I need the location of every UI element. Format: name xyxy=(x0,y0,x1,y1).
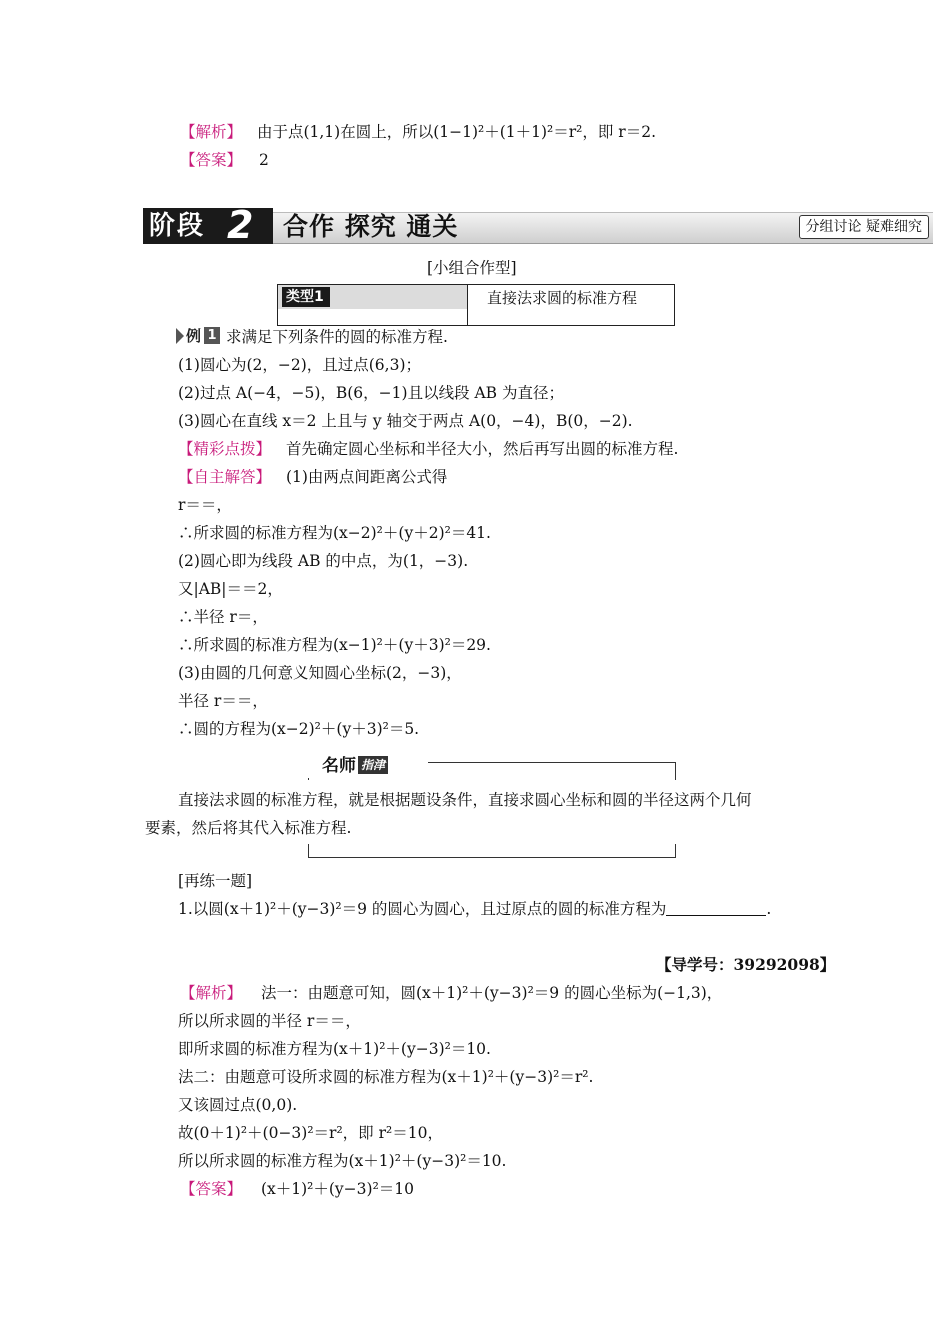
banner-label: 阶段 xyxy=(149,211,206,241)
group-type-label: [小组合作型] xyxy=(427,259,517,277)
practice-analysis-tag: 【解析】 xyxy=(180,984,243,1002)
example-item: (3)圆心在直线 x＝2 上且与 y 轴交于两点 A(0，−4)，B(0，−2). xyxy=(178,412,633,430)
practice-analysis-text: 法一：由题意可知，圆(x＋1)²＋(y−3)²＝9 的圆心坐标为(−1,3)， xyxy=(260,984,723,1002)
type-label: 类型1 xyxy=(282,287,330,307)
solution-line: (3)由圆的几何意义知圆心坐标(2，−3)， xyxy=(178,664,462,682)
banner-number: 2 xyxy=(227,203,254,247)
answer-text: 2 xyxy=(258,151,269,169)
solve-text: (1)由两点间距离公式得 xyxy=(285,468,448,486)
example-item: (2)过点 A(−4，−5)，B(6，−1)且以线段 AB 为直径； xyxy=(178,384,565,402)
practice-line: 即所求圆的标准方程为(x＋1)²＋(y−3)²＝10. xyxy=(178,1040,491,1058)
tip-top-line xyxy=(428,762,676,763)
practice-answer-line xyxy=(180,1179,414,1199)
solve-line xyxy=(178,467,447,487)
hint-tag: 【精彩点拨】 xyxy=(178,440,272,458)
practice-line: 法二：由题意可设所求圆的标准方程为(x＋1)²＋(y−3)²＝r². xyxy=(178,1068,594,1086)
analysis-tag: 【解析】 xyxy=(180,123,243,141)
practice-question xyxy=(178,899,771,919)
example-number: 1 xyxy=(204,327,220,344)
solution-line: 半径 r＝＝， xyxy=(178,692,268,710)
hint-line xyxy=(178,439,678,459)
practice-line: 所以所求圆的半径 r＝＝， xyxy=(178,1012,361,1030)
type-box xyxy=(277,284,675,326)
guide-number: 【导学号：39292098】 xyxy=(656,955,836,974)
tip-bottom-left-tick xyxy=(308,844,309,858)
solution-line: ∴圆的方程为(x−2)²＋(y＋3)²＝5. xyxy=(178,720,420,738)
type-title: 直接法求圆的标准方程 xyxy=(487,289,638,307)
tip-bottom-right-tick xyxy=(675,844,676,858)
practice-analysis-line xyxy=(180,983,722,1003)
tip-label-text: 名师 xyxy=(322,756,356,776)
tip-left-tick xyxy=(308,778,309,780)
practice-answer-tag: 【答案】 xyxy=(180,1180,243,1198)
practice-header: [再练一题] xyxy=(178,872,253,890)
solution-line: ∴半径 r＝， xyxy=(178,608,268,626)
example-prompt: 求满足下列条件的圆的标准方程. xyxy=(226,328,448,346)
tip-bottom-line xyxy=(308,857,676,858)
example-item: (1)圆心为(2，−2)，且过点(6,3)； xyxy=(178,356,422,374)
practice-line: 所以所求圆的标准方程为(x＋1)²＋(y−3)²＝10. xyxy=(178,1152,507,1170)
practice-line: 又该圆过点(0,0). xyxy=(178,1096,298,1114)
example-label-text: 例 xyxy=(186,327,202,345)
practice-question-end: . xyxy=(766,900,772,918)
tip-text-line: 直接法求圆的标准方程，就是根据题设条件，直接求圆心坐标和圆的半径这两个几何 xyxy=(178,791,752,809)
top-answer xyxy=(180,150,269,170)
hint-text: 首先确定圆心坐标和半径大小，然后再写出圆的标准方程. xyxy=(285,440,679,458)
solution-line: ∴所求圆的标准方程为(x−1)²＋(y＋3)²＝29. xyxy=(178,636,491,654)
banner-label-block xyxy=(143,203,273,247)
solution-line: (2)圆心即为线段 AB 的中点，为(1，−3). xyxy=(178,552,469,570)
answer-blank xyxy=(666,900,766,916)
arrow-icon xyxy=(176,328,184,344)
answer-tag: 【答案】 xyxy=(180,151,243,169)
banner-subtitle: 分组讨论 疑难细究 xyxy=(799,215,929,239)
banner-title: 合作 探究 通关 xyxy=(283,212,459,241)
tip-text-line: 要素，然后将其代入标准方程. xyxy=(145,819,352,837)
solution-line: r＝＝， xyxy=(178,496,232,514)
tip-right-tick xyxy=(675,762,676,780)
practice-line: 故(0＋1)²＋(0−3)²＝r²，即 r²＝10， xyxy=(178,1124,443,1142)
type-divider xyxy=(467,285,468,325)
practice-answer-text: (x＋1)²＋(y−3)²＝10 xyxy=(260,1180,415,1198)
tip-badge: 指津 xyxy=(358,756,388,774)
top-analysis xyxy=(180,122,656,142)
solve-tag: 【自主解答】 xyxy=(178,468,272,486)
teacher-tip-label xyxy=(318,754,392,778)
solution-line: 又|AB|＝＝2， xyxy=(178,580,283,598)
solution-line: ∴所求圆的标准方程为(x−2)²＋(y＋2)²＝41. xyxy=(178,524,491,542)
analysis-text: 由于点(1,1)在圆上，所以(1−1)²＋(1＋1)²＝r²，即 r＝2. xyxy=(256,123,656,141)
practice-question-text: 1.以圆(x＋1)²＋(y−3)²＝9 的圆心为圆心，且过原点的圆的标准方程为 xyxy=(178,900,667,918)
stage-banner xyxy=(143,203,933,247)
